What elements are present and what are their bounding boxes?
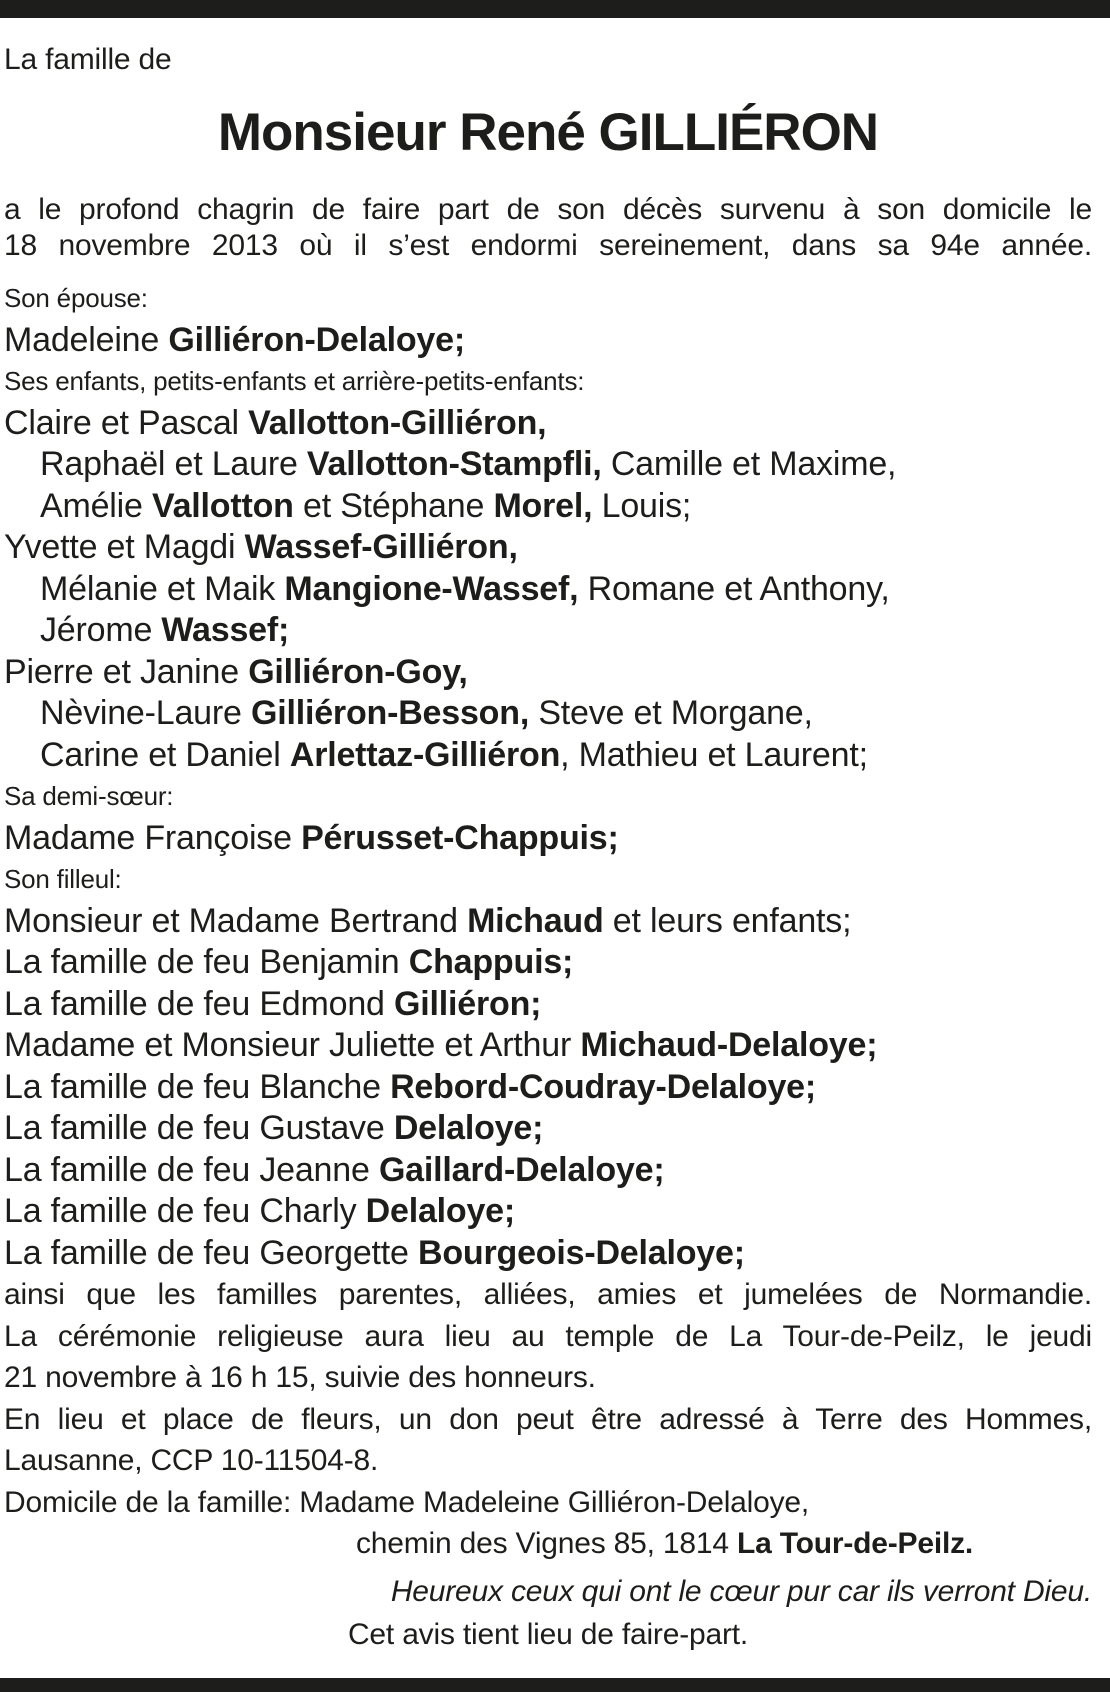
text-segment: Yvette et Magdi <box>4 528 245 566</box>
line-ceremony-1 <box>4 1316 1092 1358</box>
line-grandchild-2 <box>4 486 1092 528</box>
text-segment: Pierre et Janine <box>4 652 249 691</box>
intro-line-2 <box>4 228 1092 264</box>
line-family-3 <box>4 1025 1092 1067</box>
text-segment: Romane et Anthony, <box>578 569 890 608</box>
line-closing <box>4 1614 1092 1656</box>
death-notice <box>0 18 1110 1656</box>
line-family-8 <box>4 1233 1092 1275</box>
text-segment: La cérémonie religieuse aura lieu au temple de La Tour-de-Peilz, le jeudi <box>4 1319 1092 1353</box>
line-quote <box>4 1571 1092 1613</box>
text-segment: Louis; <box>592 486 692 525</box>
text-segment: Vallotton <box>151 486 294 525</box>
label-spouse <box>4 278 1092 320</box>
deceased-name-title: Monsieur René GILLIÉRON <box>217 103 879 162</box>
line-child-1 <box>4 403 1092 445</box>
line-family-2 <box>4 984 1092 1026</box>
line-family-7 <box>4 1191 1092 1233</box>
text-segment: Son filleul: <box>4 864 122 894</box>
text-segment: La famille de feu Georgette <box>4 1233 418 1272</box>
label-children <box>4 361 1092 403</box>
text-segment: La famille de feu Jeanne <box>4 1150 379 1189</box>
text-segment: Heureux ceux qui ont le cœur pur car ils verront Dieu. <box>390 1574 1092 1608</box>
label-half-sister <box>4 776 1092 818</box>
text-segment: 21 novembre à 16 h 15, suivie des honneurs. <box>4 1361 596 1394</box>
text-segment: Son épouse: <box>4 283 148 313</box>
text-segment: Carine et Daniel <box>40 735 290 774</box>
line-godson <box>4 901 1092 943</box>
line-ceremony-2 <box>4 1357 1092 1399</box>
line-family-6 <box>4 1150 1092 1192</box>
text-segment: Domicile de la famille: Madame Madeleine Gilliéron-Delaloye, <box>4 1485 810 1519</box>
text-segment: et Stéphane <box>293 486 494 525</box>
text-segment: chemin des Vignes 85, 1814 <box>356 1527 737 1560</box>
text-segment: a le profond chagrin de faire part de son décès survenu à son domicile le <box>4 193 1092 226</box>
text-segment: Gilliéron; <box>394 984 542 1023</box>
text-segment: Delaloye; <box>365 1192 516 1230</box>
top-rule <box>0 0 1110 18</box>
text-segment: La Tour-de-Peilz. <box>736 1527 974 1560</box>
line-family-4 <box>4 1067 1092 1109</box>
text-segment: Vallotton-Stampfli, <box>306 445 602 483</box>
text-segment: Rebord-Coudray-Delaloye; <box>390 1067 816 1106</box>
text-segment: Delaloye; <box>393 1109 544 1147</box>
text-segment: Gaillard-Delaloye; <box>378 1150 665 1189</box>
text-segment: Gilliéron-Delaloye; <box>168 320 465 359</box>
line-grandchild-6 <box>4 735 1092 777</box>
text-segment: Wassef; <box>161 611 290 649</box>
line-grandchild-5 <box>4 693 1092 735</box>
line-donation-2 <box>4 1440 1092 1482</box>
text-segment: Vallotton-Gilliéron, <box>248 403 547 442</box>
line-grandchild-3 <box>4 569 1092 611</box>
text-segment: , Mathieu et Laurent; <box>560 735 868 774</box>
line-half-sister <box>4 818 1092 860</box>
line-related-families <box>4 1274 1092 1316</box>
text-segment: Gilliéron-Goy, <box>248 652 468 691</box>
text-segment: Claire et Pascal <box>4 403 249 442</box>
text-segment: Bourgeois-Delaloye; <box>418 1233 745 1272</box>
text-segment: Michaud-Delaloye; <box>580 1026 878 1064</box>
text-segment: Mangione-Wassef, <box>284 569 579 608</box>
line-grandchild-4 <box>4 610 1092 652</box>
text-segment: Ses enfants, petits-enfants et arrière-petits-enfants: <box>4 366 585 396</box>
line-grandchild-1 <box>4 444 1092 486</box>
text-segment: Camille et Maxime, <box>601 445 897 483</box>
line-home-2 <box>4 1523 1092 1565</box>
text-segment: La famille de feu Benjamin <box>4 943 409 981</box>
text-segment: Jérome <box>40 611 162 649</box>
text-segment: La famille de feu Gustave <box>4 1109 394 1147</box>
text-segment: Madame et Monsieur Juliette et Arthur <box>4 1026 581 1064</box>
text-segment: La famille de feu Edmond <box>4 984 395 1023</box>
text-segment: Michaud <box>467 901 604 940</box>
text-segment: Pérusset-Chappuis; <box>301 818 619 857</box>
line-child-3 <box>4 652 1092 694</box>
intro-line-1 <box>4 192 1092 228</box>
text-segment: Arlettaz-Gilliéron <box>289 735 561 774</box>
label-godson <box>4 859 1092 901</box>
text-segment: Morel, <box>493 486 593 525</box>
line-home-1 <box>4 1482 1092 1524</box>
text-segment: ainsi que les familles parentes, alliées, amies et jumelées de Normandie. <box>4 1278 1092 1311</box>
line-child-2 <box>4 527 1092 569</box>
line-donation-1 <box>4 1399 1092 1441</box>
text-segment: La famille de feu Charly <box>4 1192 366 1230</box>
text-segment: Nèvine-Laure <box>40 694 251 732</box>
text-segment: Steve et Morgane, <box>529 694 813 732</box>
bottom-rule <box>0 1678 1110 1692</box>
text-segment: Mélanie et Maik <box>40 569 285 608</box>
text-segment: Chappuis; <box>408 943 574 981</box>
text-segment: Gilliéron-Besson, <box>250 694 530 732</box>
family-intro-label: La famille de <box>4 43 172 76</box>
text-segment: et leurs enfants; <box>603 901 852 940</box>
text-segment: Lausanne, CCP 10-11504-8. <box>4 1444 379 1477</box>
line-family-5 <box>4 1108 1092 1150</box>
text-segment: Monsieur et Madame Bertrand <box>4 901 468 940</box>
text-segment: Madame Françoise <box>4 818 302 857</box>
text-segment: 18 novembre 2013 où il s’est endormi sereinement, dans sa 94e année. <box>4 229 1092 262</box>
text-segment: Madeleine <box>4 320 169 359</box>
text-segment: En lieu et place de fleurs, un don peut être adressé à Terre des Hommes, <box>4 1402 1092 1436</box>
notice-body <box>4 278 1092 1656</box>
text-segment: Cet avis tient lieu de faire-part. <box>347 1618 749 1651</box>
announcement-paragraph <box>4 192 1092 264</box>
text-segment: Wassef-Gilliéron, <box>244 528 518 566</box>
text-segment: Raphaël et Laure <box>40 445 307 483</box>
text-segment: La famille de feu Blanche <box>4 1067 391 1106</box>
text-segment: Amélie <box>40 486 152 525</box>
line-family-1 <box>4 942 1092 984</box>
text-segment: Sa demi-sœur: <box>4 781 174 811</box>
line-spouse <box>4 320 1092 362</box>
